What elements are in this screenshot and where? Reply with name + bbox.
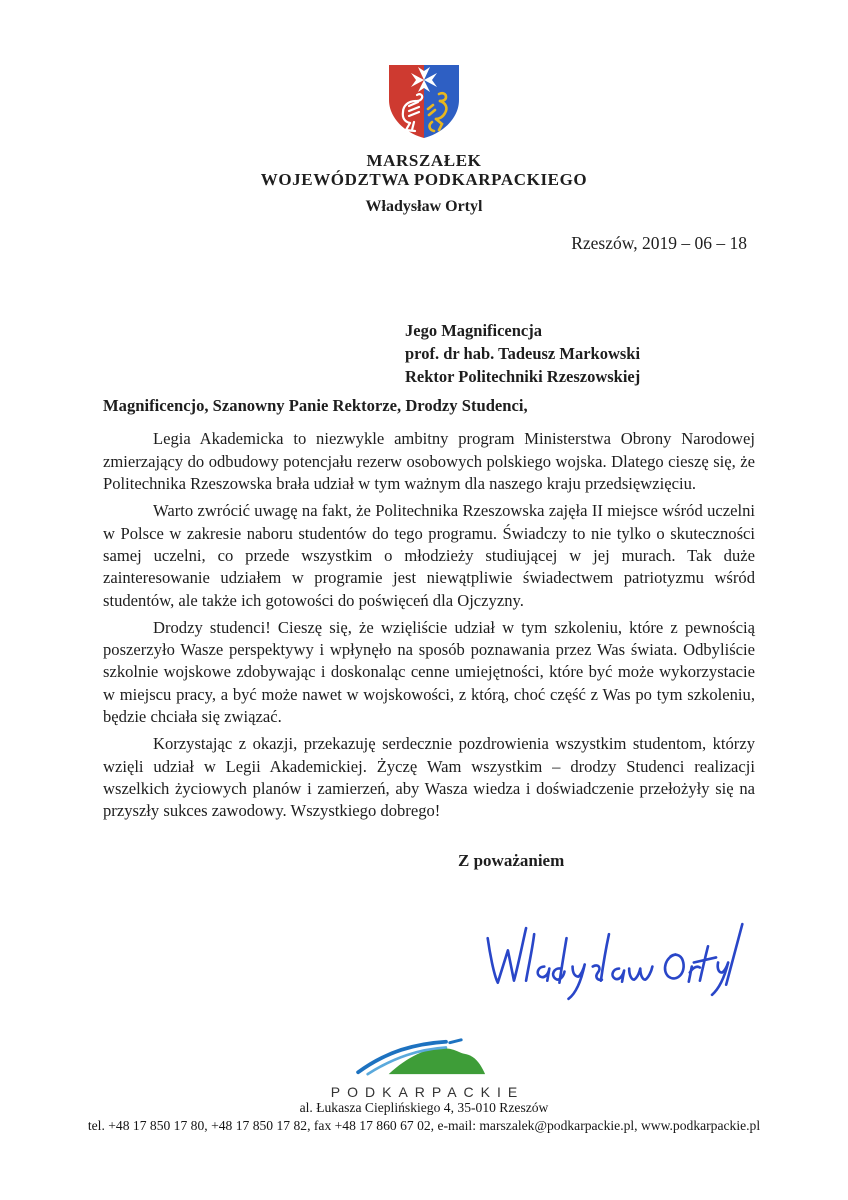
addressee-line: Rektor Politechniki Rzeszowskiej (405, 367, 641, 386)
letter-body (103, 395, 755, 827)
paragraph-1: Legia Akademicka to niezwykle ambitny program Ministerstwa Obrony Narodowej zmierzający do odbudowy potencjału rezerw osobowych polskiego wojska. Dlatego cieszę się, że Politechnika Rzeszowska brała udział w tym ważnym dla naszego kraju przedsięwzięciu. (103, 429, 755, 494)
paragraph-2: Warto zwrócić uwagę na fakt, że Politechnika Rzeszowska zajęła II miejsce wśród uczelni w Polsce w zakresie naboru studentów do tego programu. Świadczy to nie tylko o skuteczności samej uczelni, co przede wszystkim o młodzieży studiującej w jej murach. Tak duże zainteresowanie udziałem w programie jest niewątpliwie świadectwem patriotyzmu wśród studentów, ale także ich gotowości do poświęceń dla Ojczyzny. (103, 501, 755, 610)
office-title-line2: WOJEWÓDZTWA PODKARPACKIEGO (260, 170, 588, 189)
footer-contact (0, 1099, 848, 1135)
salutation: Magnificencjo, Szanowny Panie Rektorze, Drodzy Studenci, (103, 396, 528, 415)
podkarpackie-logo (0, 1036, 848, 1100)
addressee-block (405, 319, 640, 388)
coat-of-arms-icon (383, 60, 465, 142)
addressee-line: prof. dr hab. Tadeusz Markowski (405, 344, 641, 363)
closing-phrase: Z poważaniem (458, 851, 565, 870)
paragraph-3: Drodzy studenci! Cieszę się, że wzięliście udział w tym szkoleniu, które z pewnością poszerzyło Wasze perspektywy i wpłynęło na sposób poznawania przez Was świata. Odbyliście szkolnie wojskowe zdobywając i doskonaląc cenne umiejętności, które być może wykorzystacie w miejscu pracy, a być może nawet w wojskowości, z którą, choć część z Was po tym szkoleniu, będzie chciała się związać. (103, 617, 755, 727)
office-title-line1: MARSZAŁEK (366, 151, 482, 170)
footer-address: al. Łukasza Cieplińskiego 4, 35-010 Rzeszów (299, 1100, 549, 1115)
podkarpackie-logo-icon (349, 1036, 499, 1078)
footer-phones-email: tel. +48 17 850 17 80, +48 17 850 17 82, fax +48 17 860 67 02, e-mail: marszalek@podkarpackie.pl, www.podkarpackie.pl (87, 1118, 761, 1133)
sender-name: Władysław Ortyl (365, 198, 483, 215)
dateline: Rzeszów, 2019 – 06 – 18 (571, 233, 747, 253)
handwritten-signature (476, 916, 752, 1012)
paragraph-4: Korzystając z okazji, przekazuję serdecznie pozdrowienia wszystkim studentom, którzy wzięli udział w Legii Akademickiej. Życzę Wam wszystkim – drodzy Studenci realizacji wszelkich życiowych planów i zamierzeń, aby Wasza wiedza i doświadczenie przełożyły się na przyszły sukces zawodowy. Wszystkiego dobrego! (103, 734, 755, 821)
logo-wordmark: PODKARPACKIE (330, 1084, 525, 1100)
addressee-line: Jego Magnificencja (405, 321, 543, 340)
letterhead (0, 60, 848, 216)
